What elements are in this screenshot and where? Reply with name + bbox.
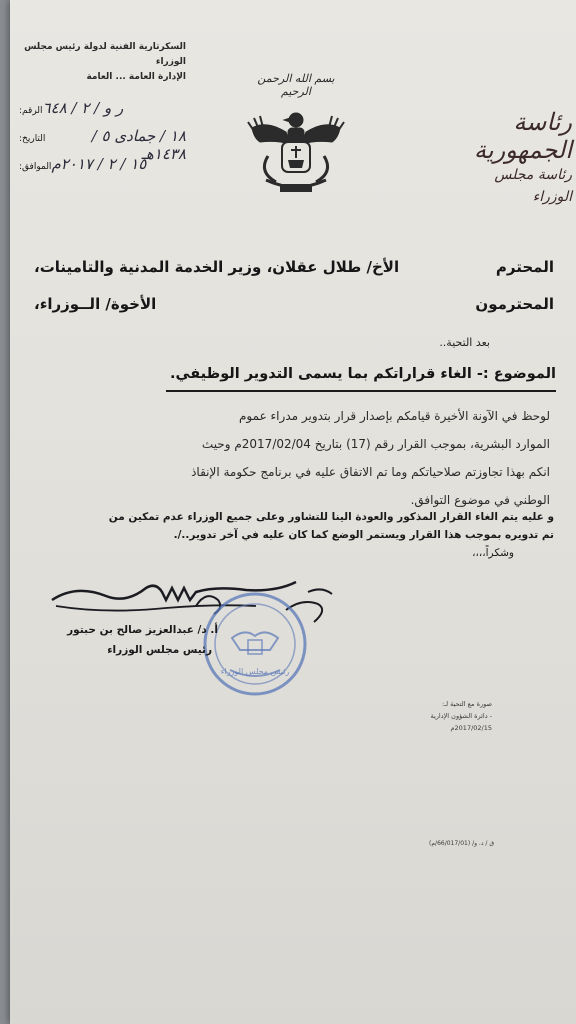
body-paragraph-2	[26, 508, 554, 562]
addressee-1	[34, 258, 554, 276]
stamp-text: رئيس مجلس الوزراء	[220, 667, 290, 676]
signatory-block	[67, 620, 218, 660]
cc-line-3: 2017/02/15م	[450, 724, 492, 732]
addressee-2	[34, 295, 554, 313]
addressee-2-text: الأخوة/ الــوزراء،	[34, 295, 157, 313]
body-bold-line-1: و عليه يتم الغاء القرار المذكور والعودة الينا للتشاور وعلى جميع الوزراء عدم تمكين من	[108, 511, 554, 523]
office-line-1: السكرتارية الفنية لدولة رئيس مجلس الوزراء	[24, 42, 186, 67]
header-line-1: رئاسة الجمهورية	[474, 108, 572, 164]
reference-code: ق / د. و/ (66/017/01/م)	[429, 840, 494, 847]
corr-value: ١٥ / ٢ / ٢٠١٧م	[51, 155, 147, 173]
basmala: بسم الله الرحمن الرحيم	[257, 72, 335, 98]
signatory-name: أ. د/ عبدالعزيز صالح بن حبتور	[67, 624, 218, 636]
addressee-1-suffix: المحترم	[495, 258, 554, 276]
subject-underline	[166, 390, 556, 392]
corr-label: الموافق:	[19, 162, 52, 172]
body-paragraph-1	[30, 402, 550, 514]
body-line-2: الموارد البشرية، بموجب القرار رقم (17) بتاريخ 2017/02/04م وحيث	[201, 437, 550, 451]
eagle-emblem-icon	[246, 98, 346, 208]
cc-line-2: - دائرة الشؤون الإدارية	[430, 712, 492, 720]
cc-line-1: صورة مع التحية لـ:	[441, 700, 492, 708]
body-bold-line-2: تم تدويره بموجب هذا القرار ويستمر الوضع كما كان عليه في آخر تدوير../.	[173, 529, 554, 541]
addressee-2-suffix: المحترمون	[475, 295, 554, 313]
greeting: بعد التحية..	[439, 336, 490, 349]
header-right	[452, 108, 572, 208]
reference-meta	[16, 99, 186, 183]
date-value: ١٨ / جمادى ٥ / ١٤٣٨هـ	[91, 127, 186, 163]
office-block	[16, 40, 186, 183]
number-label: الرقم:	[19, 106, 43, 116]
thanks: وشكراً،،،،	[472, 547, 514, 559]
date-label: التاريخ:	[19, 134, 46, 144]
addressee-1-text: الأخ/ طلال عقلان، وزير الخدمة المدنية والتامينات،	[34, 258, 400, 276]
body-line-4: الوطني في موضوع التوافق.	[410, 493, 550, 507]
office-line-2: الإدارة العامة ... العامة	[86, 72, 186, 82]
emblem-block	[246, 72, 346, 212]
number-row	[16, 99, 186, 127]
body-line-3: انكم بهذا تجاوزتم صلاحياتكم وما تم الاتفاق عليه في برنامج حكومة الإنقاذ	[191, 465, 550, 479]
cc-block	[430, 698, 492, 734]
date-row	[16, 127, 186, 163]
letter-page	[10, 0, 576, 1024]
signatory-title: رئيس مجلس الوزراء	[107, 644, 212, 656]
subject: الموضوع :- الغاء قراراتكم بما يسمى التدوير الوظيفي.	[170, 366, 556, 382]
header-line-2: رئاسة مجلس الوزراء	[494, 167, 572, 205]
body-line-1: لوحظ في الآونة الأخيرة قيامكم بإصدار قرار بتدوير مدراء عموم	[239, 409, 550, 423]
number-value: ر و / ٢ / ٦٤٨	[42, 99, 124, 117]
